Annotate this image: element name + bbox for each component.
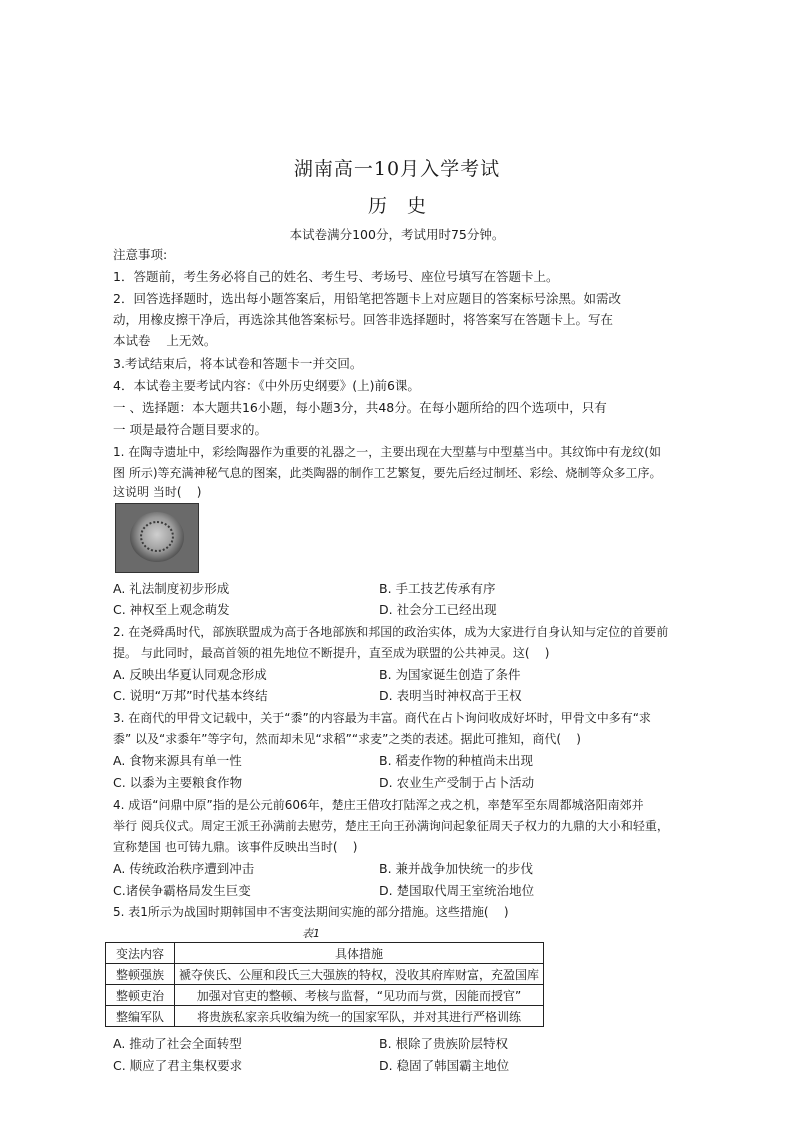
q2-option-c: C. 说明“万邦”时代基本终结 bbox=[113, 688, 268, 703]
table-header-row bbox=[106, 943, 544, 964]
table-cell: 整顿强族 bbox=[106, 964, 175, 985]
reform-measures-table bbox=[105, 942, 544, 1027]
note-item: 3.考试结束后，将本试卷和答题卡一并交回。 bbox=[113, 356, 363, 371]
note-item: 1．答题前，考生务必将自己的姓名、考生号、考场号、座位号填写在答题卡上。 bbox=[113, 269, 559, 284]
painted-pottery-plate-photo bbox=[115, 503, 199, 573]
note-item: 4．本试卷主要考试内容：《中外历史纲要》(上)前6课。 bbox=[113, 378, 420, 393]
q5-option-d: D. 稳固了韩国霸主地位 bbox=[379, 1058, 510, 1073]
q5-option-c: C. 顺应了君主集权要求 bbox=[113, 1058, 243, 1073]
q3-option-a: A. 食物来源具有单一性 bbox=[113, 753, 242, 768]
table-cell: 褫夺侠氏、公厘和段氏三大强族的特权，没收其府库财富，充盈国库 bbox=[175, 964, 544, 985]
q1-option-d: D. 社会分工已经出现 bbox=[379, 602, 497, 617]
q2-option-b: B. 为国家诞生创造了条件 bbox=[379, 667, 521, 682]
table-cell: 整编军队 bbox=[106, 1006, 175, 1027]
q1-option-b: B. 手工技艺传承有序 bbox=[379, 581, 496, 596]
note-item: 2．回答选择题时，选出每小题答案后，用铅笔把答题卡上对应题目的答案标号涂黑。如需改 bbox=[113, 291, 621, 306]
score-info: 本试卷满分100分，考试用时75分钟。 bbox=[289, 227, 505, 242]
question-2-text: 提。 与此同时，最高首领的祖先地位不断提升，直至成为联盟的公共神灵。这( ) bbox=[113, 646, 550, 660]
question-4-text: 举行 阅兵仪式。周定王派王孙满前去慰劳，楚庄王向王孙满询问起象征周天子权力的九鼎的大小和轻重， bbox=[113, 819, 669, 833]
table-caption: 表1 bbox=[302, 927, 320, 940]
question-1-text: 这说明 当时( ) bbox=[113, 485, 202, 499]
note-item: 本试卷 上无效。 bbox=[113, 333, 217, 348]
q4-option-a: A. 传统政治秩序遭到冲击 bbox=[113, 861, 255, 876]
q5-option-a: A. 推动了社会全面转型 bbox=[113, 1036, 242, 1051]
question-1-text: 图 所示)等充满神秘气息的图案，此类陶器的制作工艺繁复，要先后经过制坯、彩绘、烧制等众多工序。 bbox=[113, 466, 662, 480]
notes-heading: 注意事项: bbox=[113, 247, 168, 262]
subject-title: 历 史 bbox=[367, 195, 427, 217]
question-1-text: 1. 在陶寺遗址中，彩绘陶器作为重要的礼器之一，主要出现在大型墓与中型墓当中。其纹饰中有龙纹(如 bbox=[113, 445, 661, 459]
table-cell: 加强对官吏的整顿、考核与监督，“见功而与赏，因能而授官” bbox=[175, 985, 544, 1006]
question-5-text: 5. 表1所示为战国时期韩国申不害变法期间实施的部分措施。这些措施( ) bbox=[113, 905, 509, 919]
question-3-text: 3. 在商代的甲骨文记载中，关于“黍”的内容最为丰富。商代在占卜询问收成好坏时，甲骨文中多有“求 bbox=[113, 711, 651, 725]
section-heading: 一 、选择题：本大题共16小题，每小题3分，共48分。在每小题所给的四个选项中，只有 bbox=[113, 400, 607, 415]
q2-option-a: A. 反映出华夏认同观念形成 bbox=[113, 667, 267, 682]
table-header: 具体措施 bbox=[175, 943, 544, 964]
q5-option-b: B. 根除了贵族阶层特权 bbox=[379, 1036, 509, 1051]
question-4-text: 宣称楚国 也可铸九鼎。该事件反映出当时( ) bbox=[113, 840, 358, 854]
question-2-text: 2. 在尧舜禹时代，部族联盟成为高于各地部族和邦国的政治实体，成为大家进行自身认知与定位的首要前 bbox=[113, 625, 669, 639]
q4-option-d: D. 楚国取代周王室统治地位 bbox=[379, 883, 535, 898]
dragon-pattern bbox=[140, 521, 174, 552]
q4-option-b: B. 兼并战争加快统一的步伐 bbox=[379, 861, 534, 876]
table-cell: 将贵族私家亲兵收编为统一的国家军队，并对其进行严格训练 bbox=[175, 1006, 544, 1027]
q1-option-c: C. 神权至上观念萌发 bbox=[113, 602, 230, 617]
table-row bbox=[106, 1006, 544, 1027]
exam-title: 湖南高一10月入学考试 bbox=[293, 158, 501, 180]
section-heading-cont: 一 项是最符合题目要求的。 bbox=[113, 422, 267, 437]
q1-option-a: A. 礼法制度初步形成 bbox=[113, 581, 230, 596]
table-header: 变法内容 bbox=[106, 943, 175, 964]
table-cell: 整顿吏治 bbox=[106, 985, 175, 1006]
note-item: 动，用橡皮擦干净后，再选涂其他答案标号。回答非选择题时，将答案写在答题卡上。写在 bbox=[113, 312, 614, 327]
q3-option-c: C. 以黍为主要粮食作物 bbox=[113, 775, 243, 790]
question-3-text: 黍” 以及“求黍年”等字句，然而却未见“求稻”“求麦”之类的表述。据此可推知，商代( ) bbox=[113, 732, 581, 746]
q3-option-b: B. 稻麦作物的种植尚未出现 bbox=[379, 753, 534, 768]
table-row bbox=[106, 964, 544, 985]
table-row bbox=[106, 985, 544, 1006]
q3-option-d: D. 农业生产受制于占卜活动 bbox=[379, 775, 535, 790]
question-4-text: 4. 成语“问鼎中原”指的是公元前606年，楚庄王借攻打陆浑之戎之机，率楚军至东周都城洛阳南郊并 bbox=[113, 798, 644, 812]
q2-option-d: D. 表明当时神权高于王权 bbox=[379, 688, 522, 703]
q4-option-c: C.诸侯争霸格局发生巨变 bbox=[113, 883, 251, 898]
